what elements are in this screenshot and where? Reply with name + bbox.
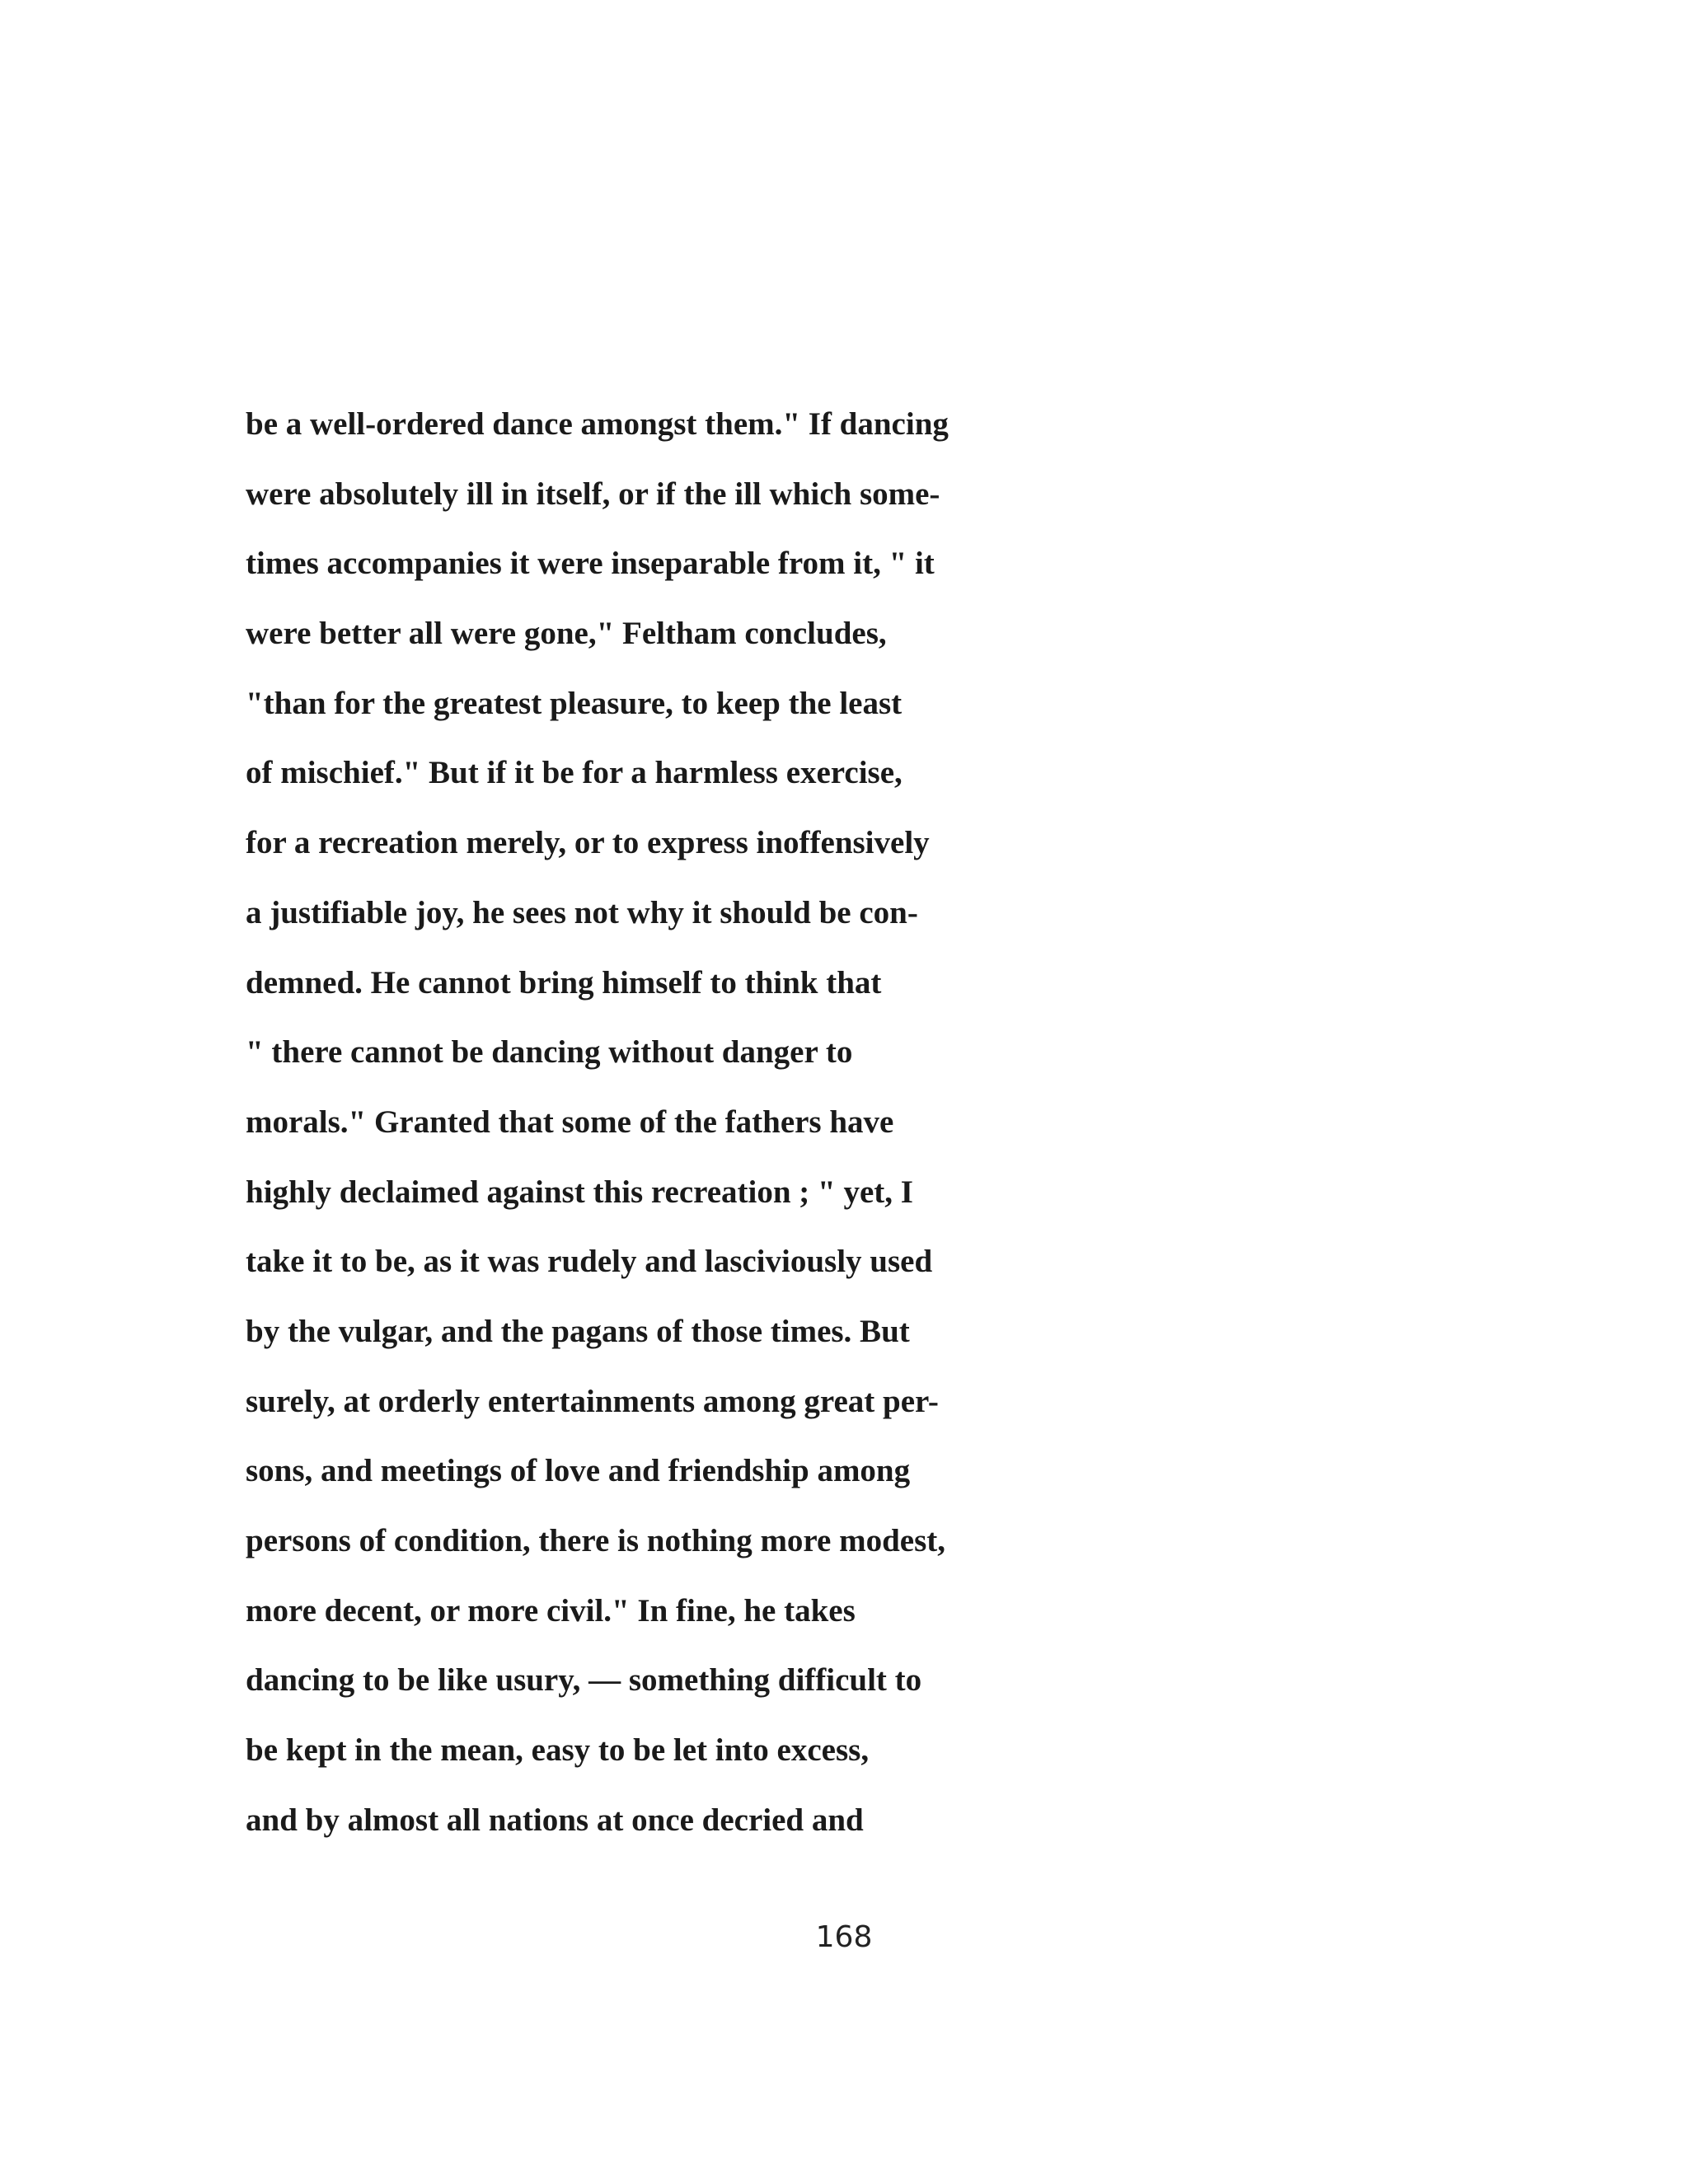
body-text bbox=[246, 399, 1070, 1864]
text-line: sons, and meetings of love and friendship among bbox=[246, 1453, 911, 1489]
text-line: surely, at orderly entertainments among great per- bbox=[246, 1383, 939, 1419]
text-line: "than for the greatest pleasure, to keep the least bbox=[246, 685, 903, 721]
text-line: take it to be, as it was rudely and lasciviously used bbox=[246, 1244, 933, 1280]
text-line: times accompanies it were inseparable from it, " it bbox=[246, 546, 935, 582]
text-line: highly declaimed against this recreation ; " yet, I bbox=[246, 1174, 913, 1210]
text-line: for a recreation merely, or to express inoffensively bbox=[246, 825, 930, 861]
text-line: morals." Granted that some of the fathers have bbox=[246, 1104, 894, 1140]
text-line: " there cannot be dancing without danger to bbox=[246, 1034, 853, 1071]
page-number: 168 bbox=[815, 1920, 873, 1954]
text-line: were absolutely ill in itself, or if the ill which some- bbox=[246, 476, 940, 512]
text-line: a justifiable joy, he sees not why it should be con- bbox=[246, 894, 918, 930]
text-line: and by almost all nations at once decried and bbox=[246, 1802, 864, 1838]
text-line: dancing to be like usury, — something difficult to bbox=[246, 1662, 922, 1699]
text-line: demned. He cannot bring himself to think that bbox=[246, 964, 882, 1001]
text-line: be kept in the mean, easy to be let into excess, bbox=[246, 1732, 870, 1769]
text-line: of mischief." But if it be for a harmless exercise, bbox=[246, 755, 903, 791]
text-line: be a well-ordered dance amongst them." If dancing bbox=[246, 406, 949, 442]
text-line: persons of condition, there is nothing more modest, bbox=[246, 1523, 945, 1558]
text-line: by the vulgar, and the pagans of those times. But bbox=[246, 1313, 910, 1349]
text-line: more decent, or more civil." In fine, he takes bbox=[246, 1592, 856, 1629]
text-line: were better all were gone," Feltham concludes, bbox=[246, 616, 887, 652]
